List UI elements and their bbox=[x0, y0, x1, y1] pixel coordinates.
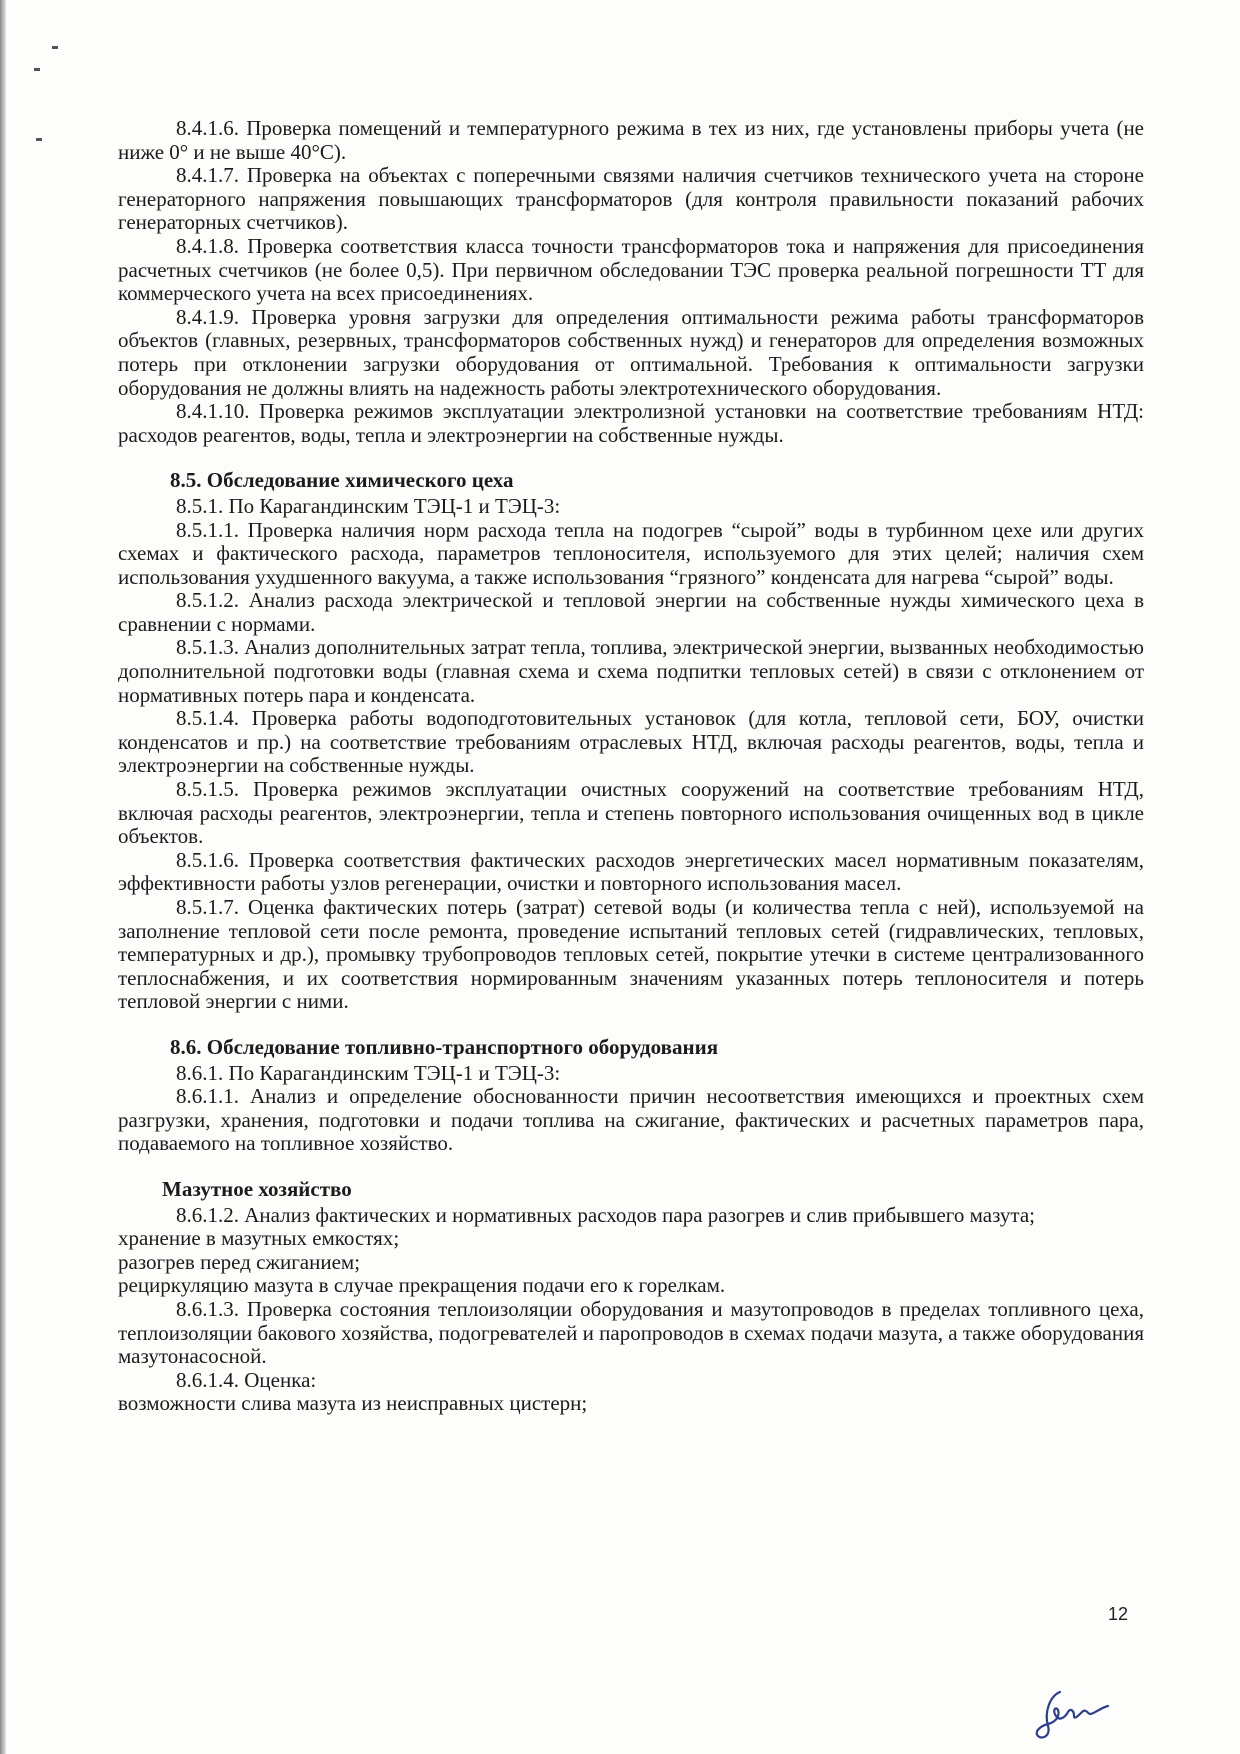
body-paragraph: 8.6.1.3. Проверка состояния теплоизоляции оборудования и мазутопроводов в пределах топливного цеха, теплоизоляции бакового хозяйства, подогревателей и паропроводов в схемах подачи мазута, а также оборудования мазутонасосной. bbox=[118, 1296, 1144, 1369]
list-item: рециркуляцию мазута в случае прекращения подачи его к горелкам. bbox=[118, 1273, 726, 1298]
body-paragraph: 8.5.1.5. Проверка режимов эксплуатации очистных сооружений на соответствие требованиям НТД, включая расходы реагентов, электроэнергии, тепла и степень повторного использования очищенных вод в цикле объектов. bbox=[118, 777, 1144, 849]
section-heading: 8.6. Обследование топливно-транспортного оборудования bbox=[170, 1034, 719, 1059]
scan-edge bbox=[0, 0, 6, 1754]
list-item: возможности слива мазута из неисправных цистерн; bbox=[118, 1391, 588, 1416]
body-paragraph: 8.4.1.10. Проверка режимов эксплуатации электролизной установки на соответствие требованиям НТД: расходов реагентов, воды, тепла и электроэнергии на собственные нужды. bbox=[118, 399, 1144, 447]
body-paragraph: 8.5.1.3. Анализ дополнительных затрат тепла, топлива, электрической энергии, вызванных необходимостью дополнительной подготовки воды (главная схема и схема подпитки тепловых сетей) в связи с отклонением от нормативных потерь пара и конденсата. bbox=[118, 635, 1144, 707]
handwritten-signature bbox=[1030, 1686, 1114, 1742]
body-paragraph: 8.5.1.6. Проверка соответствия фактических расходов энергетических масел нормативным показателям, эффективности работы узлов регенерации, очистки и повторного использования масел. bbox=[118, 847, 1144, 896]
section-heading: 8.5. Обследование химического цеха bbox=[170, 468, 514, 493]
body-paragraph: 8.5.1.7. Оценка фактических потерь (затрат) сетевой воды (и количества тепла с ней), используемой на заполнение тепловой сети после ремонта, проведение испытаний тепловых сетей (гидравлических, тепловых, температурных и др.), промывку трубопроводов тепловых сетей, покрытие утечки в системе централизованного теплоснабжения, и их соответствия нормированным значениям указанных потерь теплоносителя и потерь тепловой энергии с ними. bbox=[118, 895, 1144, 1014]
body-paragraph: 8.4.1.6. Проверка помещений и температурного режима в тех из них, где установлены приборы учета (не ниже 0° и не выше 40°С). bbox=[118, 116, 1144, 164]
page-number: 12 bbox=[1108, 1604, 1129, 1624]
list-item: разогрев перед сжиганием; bbox=[118, 1249, 361, 1274]
body-paragraph: 8.5.1.1. Проверка наличия норм расхода тепла на подогрев “сырой” воды в турбинном цехе или других схемах и фактического расхода, параметров теплоносителя, используемого для этих целей; наличия схем использования ухудшенного вакуума, а также использования “грязного” конденсата для нагрева “сырой” воды. bbox=[118, 517, 1144, 589]
body-paragraph: 8.6.1.4. Оценка: bbox=[176, 1367, 317, 1392]
body-paragraph: 8.5.1.2. Анализ расхода электрической и тепловой энергии на собственные нужды химического цеха в сравнении с нормами. bbox=[118, 588, 1144, 636]
subsection-heading: Мазутное хозяйство bbox=[162, 1176, 352, 1201]
body-paragraph: 8.6.1.1. Анализ и определение обоснованности причин несоответствия имеющихся и проектных схем разгрузки, хранения, подготовки и подачи топлива на сжигание, фактических и расчетных параметров пара, подаваемого на топливное хозяйство. bbox=[118, 1084, 1144, 1156]
scan-speck bbox=[36, 138, 42, 141]
body-paragraph: 8.4.1.7. Проверка на объектах с поперечными связями наличия счетчиков технического учета на стороне генераторного напряжения повышающих трансформаторов (для контроля правильности показаний рабочих генераторных счетчиков). bbox=[118, 163, 1144, 235]
body-paragraph: 8.4.1.9. Проверка уровня загрузки для определения оптимальности режима работы трансформаторов объектов (главных, резервных, трансформаторов собственных нужд) и генераторов для определения возможных потерь при отклонении загрузки оборудования от оптимальной. Требования к оптимальности загрузки оборудования не должны влиять на надежность работы электротехнического оборудования. bbox=[118, 304, 1144, 400]
body-paragraph: 8.5.1. По Карагандинским ТЭЦ-1 и ТЭЦ-3: bbox=[176, 493, 561, 518]
body-paragraph: 8.6.1. По Карагандинским ТЭЦ-1 и ТЭЦ-3: bbox=[176, 1060, 561, 1085]
body-paragraph: 8.4.1.8. Проверка соответствия класса точности трансформаторов тока и напряжения для присоединения расчетных счетчиков (не более 0,5). При первичном обследовании ТЭС проверка реальной погрешности ТТ для коммерческого учета на всех присоединениях. bbox=[118, 233, 1144, 306]
scan-speck bbox=[52, 46, 58, 49]
body-paragraph: 8.5.1.4. Проверка работы водоподготовительных установок (для котла, тепловой сети, БОУ, очистки конденсатов и пр.) на соответствие требованиям отраслевых НТД, включая расходы реагентов, воды, тепла и электроэнергии на собственные нужды. bbox=[118, 706, 1144, 778]
document-body bbox=[118, 117, 1144, 1416]
scan-speck bbox=[34, 68, 40, 71]
body-paragraph: 8.6.1.2. Анализ фактических и нормативных расходов пара разогрев и слив прибывшего мазута; bbox=[176, 1202, 1036, 1227]
list-item: хранение в мазутных емкостях; bbox=[118, 1226, 400, 1251]
